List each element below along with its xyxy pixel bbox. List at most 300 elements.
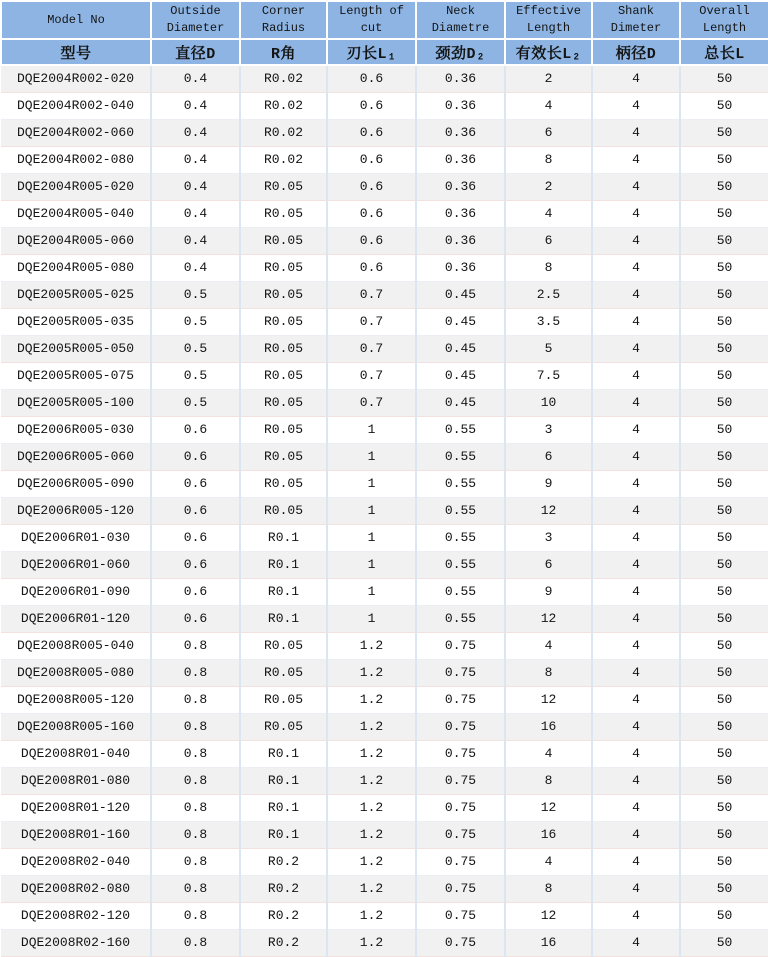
- cell-overall-length: 50: [680, 821, 768, 848]
- cell-model: DQE2006R005-030: [1, 416, 151, 443]
- cell-neck-diameter: 0.75: [416, 659, 505, 686]
- cell-overall-length: 50: [680, 902, 768, 929]
- column-header-zh-model-no: 型号: [1, 39, 151, 65]
- cell-outside-diameter: 0.4: [151, 254, 240, 281]
- cell-model: DQE2006R01-090: [1, 578, 151, 605]
- cell-shank-diameter: 4: [592, 227, 680, 254]
- table-body: [1, 65, 768, 956]
- cell-overall-length: 50: [680, 686, 768, 713]
- cell-outside-diameter: 0.5: [151, 281, 240, 308]
- cell-outside-diameter: 0.8: [151, 767, 240, 794]
- cell-corner-radius: R0.2: [240, 902, 327, 929]
- cell-overall-length: 50: [680, 605, 768, 632]
- cell-corner-radius: R0.2: [240, 875, 327, 902]
- cell-length-of-cut: 0.7: [327, 362, 416, 389]
- cell-overall-length: 50: [680, 65, 768, 92]
- cell-overall-length: 50: [680, 848, 768, 875]
- cell-model: DQE2004R002-040: [1, 92, 151, 119]
- cell-length-of-cut: 0.6: [327, 119, 416, 146]
- cell-outside-diameter: 0.8: [151, 632, 240, 659]
- cell-outside-diameter: 0.4: [151, 146, 240, 173]
- table-row: [1, 659, 768, 686]
- cell-model: DQE2006R01-030: [1, 524, 151, 551]
- cell-model: DQE2008R02-040: [1, 848, 151, 875]
- cell-length-of-cut: 1.2: [327, 632, 416, 659]
- cell-overall-length: 50: [680, 443, 768, 470]
- cell-overall-length: 50: [680, 713, 768, 740]
- column-header-zh-effective-length: 有效长L₂: [505, 39, 592, 65]
- cell-corner-radius: R0.05: [240, 254, 327, 281]
- table-row: [1, 875, 768, 902]
- cell-overall-length: 50: [680, 173, 768, 200]
- cell-overall-length: 50: [680, 929, 768, 956]
- cell-effective-length: 2: [505, 65, 592, 92]
- cell-neck-diameter: 0.55: [416, 605, 505, 632]
- cell-corner-radius: R0.05: [240, 416, 327, 443]
- cell-neck-diameter: 0.55: [416, 524, 505, 551]
- column-header-length-of-cut: Length of cut: [327, 1, 416, 39]
- cell-corner-radius: R0.05: [240, 362, 327, 389]
- cell-shank-diameter: 4: [592, 470, 680, 497]
- cell-outside-diameter: 0.4: [151, 227, 240, 254]
- table-row: [1, 551, 768, 578]
- cell-corner-radius: R0.02: [240, 92, 327, 119]
- cell-outside-diameter: 0.8: [151, 848, 240, 875]
- cell-overall-length: 50: [680, 389, 768, 416]
- cell-overall-length: 50: [680, 578, 768, 605]
- cell-overall-length: 50: [680, 740, 768, 767]
- table-row: [1, 902, 768, 929]
- cell-corner-radius: R0.05: [240, 227, 327, 254]
- cell-neck-diameter: 0.36: [416, 227, 505, 254]
- cell-model: DQE2004R005-040: [1, 200, 151, 227]
- cell-effective-length: 4: [505, 92, 592, 119]
- cell-shank-diameter: 4: [592, 281, 680, 308]
- table-row: [1, 821, 768, 848]
- cell-shank-diameter: 4: [592, 578, 680, 605]
- cell-effective-length: 16: [505, 821, 592, 848]
- cell-outside-diameter: 0.4: [151, 173, 240, 200]
- cell-neck-diameter: 0.55: [416, 578, 505, 605]
- cell-shank-diameter: 4: [592, 119, 680, 146]
- cell-neck-diameter: 0.75: [416, 794, 505, 821]
- cell-shank-diameter: 4: [592, 929, 680, 956]
- cell-effective-length: 7.5: [505, 362, 592, 389]
- cell-shank-diameter: 4: [592, 362, 680, 389]
- cell-neck-diameter: 0.75: [416, 767, 505, 794]
- cell-corner-radius: R0.02: [240, 146, 327, 173]
- cell-outside-diameter: 0.6: [151, 416, 240, 443]
- cell-overall-length: 50: [680, 335, 768, 362]
- table-row: [1, 362, 768, 389]
- cell-effective-length: 12: [505, 686, 592, 713]
- cell-outside-diameter: 0.8: [151, 659, 240, 686]
- cell-shank-diameter: 4: [592, 551, 680, 578]
- cell-model: DQE2004R005-060: [1, 227, 151, 254]
- cell-model: DQE2005R005-025: [1, 281, 151, 308]
- table-row: [1, 119, 768, 146]
- cell-length-of-cut: 0.6: [327, 254, 416, 281]
- cell-effective-length: 16: [505, 713, 592, 740]
- cell-model: DQE2008R01-040: [1, 740, 151, 767]
- cell-model: DQE2005R005-100: [1, 389, 151, 416]
- cell-model: DQE2008R005-080: [1, 659, 151, 686]
- cell-overall-length: 50: [680, 308, 768, 335]
- cell-shank-diameter: 4: [592, 605, 680, 632]
- cell-shank-diameter: 4: [592, 335, 680, 362]
- cell-model: DQE2008R02-080: [1, 875, 151, 902]
- column-header-zh-shank-diameter: 柄径D: [592, 39, 680, 65]
- cell-outside-diameter: 0.5: [151, 362, 240, 389]
- cell-model: DQE2006R01-060: [1, 551, 151, 578]
- cell-neck-diameter: 0.55: [416, 551, 505, 578]
- cell-neck-diameter: 0.75: [416, 902, 505, 929]
- cell-length-of-cut: 1.2: [327, 821, 416, 848]
- cell-model: DQE2005R005-035: [1, 308, 151, 335]
- table-row: [1, 443, 768, 470]
- cell-neck-diameter: 0.36: [416, 254, 505, 281]
- cell-length-of-cut: 1: [327, 524, 416, 551]
- cell-outside-diameter: 0.5: [151, 389, 240, 416]
- cell-shank-diameter: 4: [592, 632, 680, 659]
- cell-outside-diameter: 0.5: [151, 308, 240, 335]
- table-row: [1, 200, 768, 227]
- cell-effective-length: 4: [505, 848, 592, 875]
- cell-outside-diameter: 0.8: [151, 929, 240, 956]
- table-row: [1, 416, 768, 443]
- cell-shank-diameter: 4: [592, 848, 680, 875]
- cell-outside-diameter: 0.6: [151, 497, 240, 524]
- cell-neck-diameter: 0.75: [416, 821, 505, 848]
- cell-overall-length: 50: [680, 200, 768, 227]
- cell-corner-radius: R0.05: [240, 281, 327, 308]
- cell-length-of-cut: 1.2: [327, 740, 416, 767]
- cell-length-of-cut: 1.2: [327, 686, 416, 713]
- cell-neck-diameter: 0.75: [416, 632, 505, 659]
- cell-length-of-cut: 1.2: [327, 794, 416, 821]
- cell-effective-length: 4: [505, 200, 592, 227]
- cell-model: DQE2006R005-090: [1, 470, 151, 497]
- cell-corner-radius: R0.02: [240, 65, 327, 92]
- table-row: [1, 254, 768, 281]
- cell-length-of-cut: 1.2: [327, 902, 416, 929]
- cell-overall-length: 50: [680, 416, 768, 443]
- cell-model: DQE2006R01-120: [1, 605, 151, 632]
- table-row: [1, 92, 768, 119]
- cell-corner-radius: R0.05: [240, 470, 327, 497]
- cell-effective-length: 8: [505, 767, 592, 794]
- cell-neck-diameter: 0.36: [416, 173, 505, 200]
- cell-corner-radius: R0.05: [240, 443, 327, 470]
- cell-length-of-cut: 1: [327, 578, 416, 605]
- cell-shank-diameter: 4: [592, 146, 680, 173]
- cell-neck-diameter: 0.55: [416, 497, 505, 524]
- cell-outside-diameter: 0.6: [151, 605, 240, 632]
- cell-effective-length: 3: [505, 524, 592, 551]
- column-header-zh-neck-diameter: 颈劲D₂: [416, 39, 505, 65]
- cell-effective-length: 12: [505, 794, 592, 821]
- cell-shank-diameter: 4: [592, 173, 680, 200]
- cell-length-of-cut: 1.2: [327, 659, 416, 686]
- table-row: [1, 605, 768, 632]
- cell-effective-length: 6: [505, 551, 592, 578]
- cell-effective-length: 9: [505, 578, 592, 605]
- cell-length-of-cut: 0.6: [327, 227, 416, 254]
- cell-model: DQE2008R005-120: [1, 686, 151, 713]
- table-row: [1, 227, 768, 254]
- cell-length-of-cut: 0.6: [327, 173, 416, 200]
- cell-overall-length: 50: [680, 659, 768, 686]
- column-header-model-no: Model No: [1, 1, 151, 39]
- table-row: [1, 578, 768, 605]
- table-row: [1, 65, 768, 92]
- table-row: [1, 740, 768, 767]
- cell-neck-diameter: 0.55: [416, 470, 505, 497]
- cell-length-of-cut: 0.6: [327, 200, 416, 227]
- column-header-zh-diameter: 直径D: [151, 39, 240, 65]
- cell-length-of-cut: 0.6: [327, 92, 416, 119]
- cell-overall-length: 50: [680, 227, 768, 254]
- cell-corner-radius: R0.2: [240, 848, 327, 875]
- cell-effective-length: 3: [505, 416, 592, 443]
- cell-neck-diameter: 0.36: [416, 92, 505, 119]
- table-row: [1, 470, 768, 497]
- table-row: [1, 929, 768, 956]
- cell-overall-length: 50: [680, 524, 768, 551]
- cell-length-of-cut: 1: [327, 443, 416, 470]
- cell-shank-diameter: 4: [592, 794, 680, 821]
- cell-model: DQE2004R005-020: [1, 173, 151, 200]
- cell-outside-diameter: 0.6: [151, 578, 240, 605]
- cell-effective-length: 6: [505, 443, 592, 470]
- cell-corner-radius: R0.05: [240, 713, 327, 740]
- cell-overall-length: 50: [680, 794, 768, 821]
- cell-outside-diameter: 0.6: [151, 551, 240, 578]
- cell-outside-diameter: 0.8: [151, 713, 240, 740]
- cell-shank-diameter: 4: [592, 659, 680, 686]
- cell-length-of-cut: 1: [327, 605, 416, 632]
- cell-model: DQE2008R005-160: [1, 713, 151, 740]
- cell-effective-length: 6: [505, 119, 592, 146]
- cell-length-of-cut: 1.2: [327, 767, 416, 794]
- cell-corner-radius: R0.1: [240, 821, 327, 848]
- cell-model: DQE2004R002-060: [1, 119, 151, 146]
- cell-corner-radius: R0.05: [240, 173, 327, 200]
- table-row: [1, 389, 768, 416]
- cell-model: DQE2008R02-160: [1, 929, 151, 956]
- cell-outside-diameter: 0.8: [151, 686, 240, 713]
- column-header-effective-length: Effective Length: [505, 1, 592, 39]
- cell-outside-diameter: 0.6: [151, 443, 240, 470]
- cell-shank-diameter: 4: [592, 497, 680, 524]
- column-header-neck-diameter: Neck Diametre: [416, 1, 505, 39]
- cell-effective-length: 8: [505, 146, 592, 173]
- cell-effective-length: 8: [505, 875, 592, 902]
- cell-corner-radius: R0.05: [240, 659, 327, 686]
- column-header-zh-r-angle: R角: [240, 39, 327, 65]
- cell-outside-diameter: 0.4: [151, 92, 240, 119]
- cell-effective-length: 16: [505, 929, 592, 956]
- cell-neck-diameter: 0.45: [416, 362, 505, 389]
- cell-shank-diameter: 4: [592, 902, 680, 929]
- cell-neck-diameter: 0.55: [416, 416, 505, 443]
- cell-effective-length: 12: [505, 497, 592, 524]
- cell-length-of-cut: 0.7: [327, 335, 416, 362]
- cell-overall-length: 50: [680, 281, 768, 308]
- cell-corner-radius: R0.02: [240, 119, 327, 146]
- cell-neck-diameter: 0.36: [416, 200, 505, 227]
- cell-outside-diameter: 0.4: [151, 119, 240, 146]
- cell-outside-diameter: 0.8: [151, 902, 240, 929]
- cell-model: DQE2005R005-075: [1, 362, 151, 389]
- cell-overall-length: 50: [680, 254, 768, 281]
- cell-outside-diameter: 0.8: [151, 875, 240, 902]
- cell-neck-diameter: 0.45: [416, 335, 505, 362]
- cell-effective-length: 8: [505, 659, 592, 686]
- cell-effective-length: 9: [505, 470, 592, 497]
- cell-shank-diameter: 4: [592, 821, 680, 848]
- cell-effective-length: 5: [505, 335, 592, 362]
- cell-neck-diameter: 0.36: [416, 119, 505, 146]
- cell-corner-radius: R0.05: [240, 632, 327, 659]
- cell-outside-diameter: 0.8: [151, 794, 240, 821]
- cell-overall-length: 50: [680, 470, 768, 497]
- cell-model: DQE2008R01-120: [1, 794, 151, 821]
- cell-length-of-cut: 1: [327, 497, 416, 524]
- cell-neck-diameter: 0.75: [416, 848, 505, 875]
- cell-outside-diameter: 0.4: [151, 200, 240, 227]
- cell-shank-diameter: 4: [592, 92, 680, 119]
- cell-length-of-cut: 1.2: [327, 848, 416, 875]
- cell-model: DQE2004R005-080: [1, 254, 151, 281]
- cell-corner-radius: R0.1: [240, 578, 327, 605]
- table-row: [1, 281, 768, 308]
- table-row: [1, 146, 768, 173]
- cell-shank-diameter: 4: [592, 308, 680, 335]
- cell-corner-radius: R0.1: [240, 605, 327, 632]
- cell-neck-diameter: 0.45: [416, 389, 505, 416]
- cell-outside-diameter: 0.6: [151, 524, 240, 551]
- cell-outside-diameter: 0.8: [151, 821, 240, 848]
- cell-length-of-cut: 0.6: [327, 146, 416, 173]
- table-row: [1, 173, 768, 200]
- table-row: [1, 848, 768, 875]
- cell-corner-radius: R0.05: [240, 308, 327, 335]
- cell-neck-diameter: 0.36: [416, 65, 505, 92]
- header-row-zh: [1, 39, 768, 65]
- cell-effective-length: 2.5: [505, 281, 592, 308]
- cell-neck-diameter: 0.45: [416, 281, 505, 308]
- cell-length-of-cut: 1: [327, 416, 416, 443]
- cell-length-of-cut: 1.2: [327, 929, 416, 956]
- cell-effective-length: 4: [505, 740, 592, 767]
- column-header-outside-diameter: Outside Diameter: [151, 1, 240, 39]
- cell-model: DQE2006R005-060: [1, 443, 151, 470]
- cell-shank-diameter: 4: [592, 389, 680, 416]
- table-row: [1, 497, 768, 524]
- cell-shank-diameter: 4: [592, 200, 680, 227]
- cell-overall-length: 50: [680, 497, 768, 524]
- cell-outside-diameter: 0.8: [151, 740, 240, 767]
- cell-corner-radius: R0.1: [240, 551, 327, 578]
- cell-corner-radius: R0.05: [240, 335, 327, 362]
- table-row: [1, 686, 768, 713]
- cell-overall-length: 50: [680, 875, 768, 902]
- cell-model: DQE2004R002-080: [1, 146, 151, 173]
- table-row: [1, 335, 768, 362]
- cell-overall-length: 50: [680, 767, 768, 794]
- cell-shank-diameter: 4: [592, 740, 680, 767]
- cell-neck-diameter: 0.75: [416, 875, 505, 902]
- cell-shank-diameter: 4: [592, 767, 680, 794]
- cell-effective-length: 10: [505, 389, 592, 416]
- cell-outside-diameter: 0.6: [151, 470, 240, 497]
- cell-neck-diameter: 0.45: [416, 308, 505, 335]
- cell-shank-diameter: 4: [592, 254, 680, 281]
- cell-corner-radius: R0.05: [240, 686, 327, 713]
- cell-neck-diameter: 0.75: [416, 686, 505, 713]
- cell-corner-radius: R0.2: [240, 929, 327, 956]
- cell-length-of-cut: 0.6: [327, 65, 416, 92]
- cell-length-of-cut: 0.7: [327, 308, 416, 335]
- cell-length-of-cut: 0.7: [327, 389, 416, 416]
- cell-neck-diameter: 0.55: [416, 443, 505, 470]
- cell-model: DQE2005R005-050: [1, 335, 151, 362]
- header-row-en: [1, 1, 768, 39]
- cell-effective-length: 4: [505, 632, 592, 659]
- cell-shank-diameter: 4: [592, 524, 680, 551]
- cell-corner-radius: R0.1: [240, 794, 327, 821]
- cell-length-of-cut: 1.2: [327, 875, 416, 902]
- column-header-zh-cut-length: 刃长L₁: [327, 39, 416, 65]
- cell-model: DQE2008R01-160: [1, 821, 151, 848]
- cell-shank-diameter: 4: [592, 65, 680, 92]
- table-row: [1, 632, 768, 659]
- cell-effective-length: 12: [505, 902, 592, 929]
- cell-outside-diameter: 0.4: [151, 65, 240, 92]
- cell-overall-length: 50: [680, 362, 768, 389]
- cell-effective-length: 6: [505, 227, 592, 254]
- column-header-overall-length: Overall Length: [680, 1, 768, 39]
- cell-shank-diameter: 4: [592, 713, 680, 740]
- cell-overall-length: 50: [680, 92, 768, 119]
- cell-neck-diameter: 0.75: [416, 929, 505, 956]
- table-row: [1, 524, 768, 551]
- cell-model: DQE2008R005-040: [1, 632, 151, 659]
- table-row: [1, 794, 768, 821]
- cell-overall-length: 50: [680, 146, 768, 173]
- column-header-zh-overall-length: 总长L: [680, 39, 768, 65]
- cell-length-of-cut: 1: [327, 470, 416, 497]
- column-header-corner-radius: Corner Radius: [240, 1, 327, 39]
- column-header-shank-diameter: Shank Dimeter: [592, 1, 680, 39]
- cell-neck-diameter: 0.75: [416, 713, 505, 740]
- cell-corner-radius: R0.1: [240, 767, 327, 794]
- cell-shank-diameter: 4: [592, 443, 680, 470]
- cell-effective-length: 3.5: [505, 308, 592, 335]
- cell-overall-length: 50: [680, 632, 768, 659]
- cell-shank-diameter: 4: [592, 875, 680, 902]
- cell-length-of-cut: 0.7: [327, 281, 416, 308]
- table-row: [1, 713, 768, 740]
- cell-neck-diameter: 0.75: [416, 740, 505, 767]
- cell-corner-radius: R0.05: [240, 497, 327, 524]
- table-header: [1, 1, 768, 65]
- table-row: [1, 767, 768, 794]
- cell-shank-diameter: 4: [592, 416, 680, 443]
- cell-neck-diameter: 0.36: [416, 146, 505, 173]
- cell-corner-radius: R0.1: [240, 740, 327, 767]
